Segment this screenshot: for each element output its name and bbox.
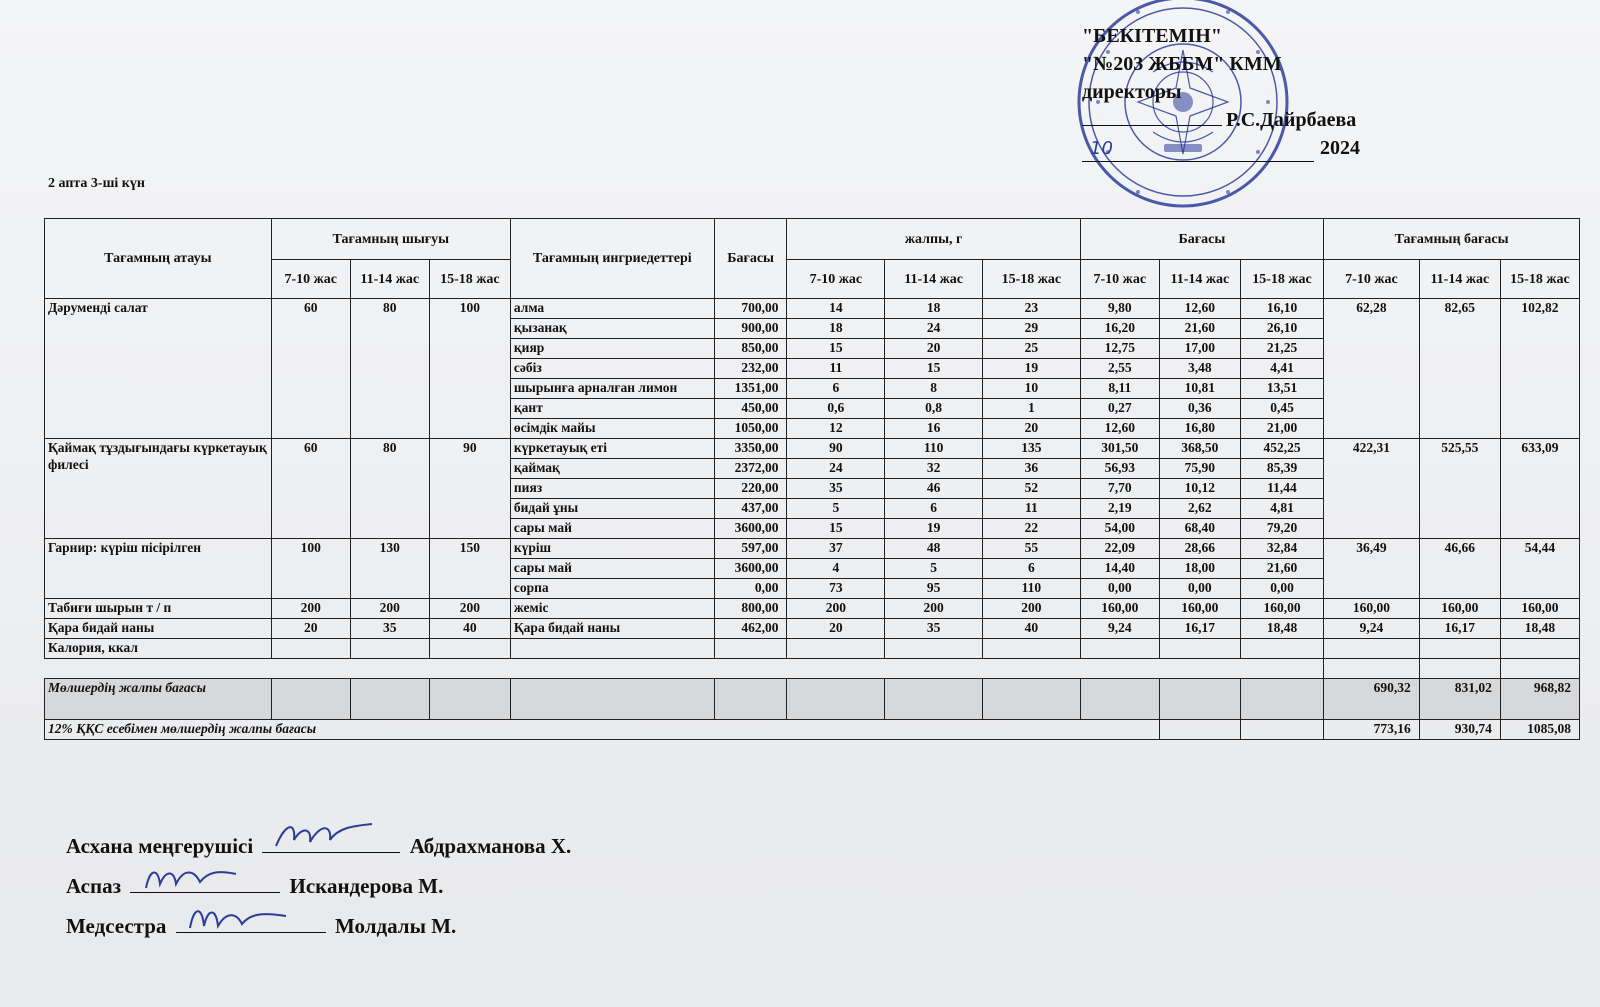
dish-total-cost: 160,00 [1419, 599, 1500, 619]
dish-name: Дәруменді салат [45, 299, 272, 439]
ingredient-price: 2372,00 [714, 459, 787, 479]
dish-yield: 200 [350, 599, 429, 619]
ingredient-grams: 19 [885, 519, 983, 539]
ingredient-cost: 0,00 [1240, 579, 1323, 599]
header-dish-yield: Тағамның шығуы [271, 219, 510, 260]
ingredient-cost: 8,11 [1080, 379, 1159, 399]
ingredient-cost: 18,48 [1240, 619, 1323, 639]
dish-yield: 200 [429, 599, 510, 619]
ingredient-grams: 11 [982, 499, 1080, 519]
dish-yield: 40 [429, 619, 510, 639]
ingredient-name: сәбіз [510, 359, 714, 379]
ingredient-price: 437,00 [714, 499, 787, 519]
ingredient-cost: 56,93 [1080, 459, 1159, 479]
ingredient-cost: 0,36 [1159, 399, 1240, 419]
ingredient-grams: 0,6 [787, 399, 885, 419]
ingredient-name: күріш [510, 539, 714, 559]
vat-value: 1085,08 [1500, 720, 1579, 740]
signature-role: Асхана меңгерушісі [66, 834, 254, 858]
ingredient-cost: 18,00 [1159, 559, 1240, 579]
dish-yield: 80 [350, 439, 429, 539]
vat-label: 12% ҚҚС есебімен мөлшердің жалпы бағасы [45, 720, 1160, 740]
ingredient-name: шырынға арналған лимон [510, 379, 714, 399]
total-value: 831,02 [1419, 679, 1500, 720]
header-cost: Бағасы [1080, 219, 1323, 260]
ingredient-grams: 15 [885, 359, 983, 379]
ingredient-cost: 54,00 [1080, 519, 1159, 539]
ingredient-cost: 85,39 [1240, 459, 1323, 479]
ingredient-price: 3600,00 [714, 519, 787, 539]
dish-yield: 90 [429, 439, 510, 539]
ingredient-grams: 12 [787, 419, 885, 439]
dish-name: Қара бидай наны [45, 619, 272, 639]
ingredient-name: сорпа [510, 579, 714, 599]
ingredient-cost: 2,62 [1159, 499, 1240, 519]
ingredient-name: қызанақ [510, 319, 714, 339]
ingredient-price: 3350,00 [714, 439, 787, 459]
ingredient-cost: 7,70 [1080, 479, 1159, 499]
header-age: 7-10 жас [1324, 260, 1420, 299]
ingredient-grams: 5 [885, 559, 983, 579]
ingredient-cost: 0,45 [1240, 399, 1323, 419]
calories-label: Калория, ккал [45, 639, 272, 659]
approval-school: "№203 ЖББМ" КММ [1082, 53, 1282, 75]
ingredient-grams: 200 [885, 599, 983, 619]
dish-name: Гарнир: күріш пісірілген [45, 539, 272, 599]
signatures-block [66, 826, 571, 946]
ingredient-grams: 46 [885, 479, 983, 499]
ingredient-cost: 21,60 [1159, 319, 1240, 339]
vat-value: 773,16 [1324, 720, 1420, 740]
ingredient-cost: 0,27 [1080, 399, 1159, 419]
vat-value: 930,74 [1419, 720, 1500, 740]
ingredient-grams: 135 [982, 439, 1080, 459]
menu-table [44, 218, 1580, 740]
ingredient-cost: 21,25 [1240, 339, 1323, 359]
ingredient-cost: 16,10 [1240, 299, 1323, 319]
dish-total-cost: 18,48 [1500, 619, 1579, 639]
ingredient-cost: 12,60 [1159, 299, 1240, 319]
ingredient-grams: 73 [787, 579, 885, 599]
ingredient-grams: 35 [787, 479, 885, 499]
ingredient-grams: 11 [787, 359, 885, 379]
approval-day: 10 [1090, 138, 1113, 159]
table-row [45, 539, 1580, 559]
ingredient-grams: 1 [982, 399, 1080, 419]
header-age: 11-14 жас [885, 260, 983, 299]
ingredient-grams: 20 [787, 619, 885, 639]
ingredient-cost: 26,10 [1240, 319, 1323, 339]
ingredient-cost: 2,19 [1080, 499, 1159, 519]
approval-signer: Р.С.Дайрбаева [1226, 109, 1357, 131]
calories-row [45, 639, 1580, 659]
dish-total-cost: 9,24 [1324, 619, 1420, 639]
ingredient-cost: 79,20 [1240, 519, 1323, 539]
dish-total-cost: 160,00 [1500, 599, 1579, 619]
header-age: 15-18 жас [1500, 260, 1579, 299]
ingredient-name: қаймақ [510, 459, 714, 479]
table-row [45, 299, 1580, 319]
ingredient-price: 220,00 [714, 479, 787, 499]
ingredient-grams: 55 [982, 539, 1080, 559]
ingredient-cost: 68,40 [1159, 519, 1240, 539]
dish-name: Табиғи шырын т / п [45, 599, 272, 619]
ingredient-name: қант [510, 399, 714, 419]
ingredient-grams: 6 [787, 379, 885, 399]
ingredient-cost: 21,00 [1240, 419, 1323, 439]
total-value: 968,82 [1500, 679, 1579, 720]
ingredient-cost: 16,17 [1159, 619, 1240, 639]
ingredient-grams: 40 [982, 619, 1080, 639]
dish-total-cost: 160,00 [1324, 599, 1420, 619]
approval-position: директоры [1082, 81, 1182, 103]
ingredient-price: 700,00 [714, 299, 787, 319]
ingredient-grams: 16 [885, 419, 983, 439]
ingredient-cost: 0,00 [1159, 579, 1240, 599]
dish-total-cost: 46,66 [1419, 539, 1500, 599]
header-age: 15-18 жас [982, 260, 1080, 299]
dish-yield: 35 [350, 619, 429, 639]
handwritten-signature-icon [140, 862, 250, 892]
signature-name: Абдрахманова Х. [409, 834, 572, 858]
vat-row [45, 720, 1580, 740]
ingredient-name: бидай ұны [510, 499, 714, 519]
ingredient-grams: 35 [885, 619, 983, 639]
week-day-label: 2 апта 3-ші күн [48, 176, 145, 191]
signature-role: Медсестра [66, 914, 167, 938]
ingredient-cost: 4,41 [1240, 359, 1323, 379]
ingredient-cost: 17,00 [1159, 339, 1240, 359]
dish-total-cost: 633,09 [1500, 439, 1579, 539]
header-age: 11-14 жас [1419, 260, 1500, 299]
ingredient-grams: 110 [885, 439, 983, 459]
signature-name: Искандерова М. [289, 874, 444, 898]
table-header [45, 219, 1580, 299]
header-total-g: жалпы, г [787, 219, 1080, 260]
ingredient-grams: 24 [885, 319, 983, 339]
dish-total-cost: 525,55 [1419, 439, 1500, 539]
ingredient-name: Қара бидай наны [510, 619, 714, 639]
approval-signer-row [1082, 106, 1402, 134]
ingredient-grams: 90 [787, 439, 885, 459]
approval-date-line [1082, 138, 1314, 162]
signature-role: Аспаз [66, 874, 122, 898]
ingredient-price: 3600,00 [714, 559, 787, 579]
ingredient-cost: 9,80 [1080, 299, 1159, 319]
ingredient-grams: 8 [885, 379, 983, 399]
ingredient-name: алма [510, 299, 714, 319]
ingredient-cost: 21,60 [1240, 559, 1323, 579]
ingredient-cost: 368,50 [1159, 439, 1240, 459]
header-age: 11-14 жас [350, 260, 429, 299]
dish-total-cost: 62,28 [1324, 299, 1420, 439]
ingredient-name: жеміс [510, 599, 714, 619]
header-ingredients: Тағамның ингриедеттері [510, 219, 714, 299]
handwritten-signature-icon [186, 902, 296, 932]
header-price: Бағасы [714, 219, 787, 299]
ingredient-grams: 19 [982, 359, 1080, 379]
ingredient-cost: 10,81 [1159, 379, 1240, 399]
dish-total-cost: 36,49 [1324, 539, 1420, 599]
ingredient-grams: 110 [982, 579, 1080, 599]
ingredient-grams: 15 [787, 519, 885, 539]
header-age: 15-18 жас [1240, 260, 1323, 299]
ingredient-price: 232,00 [714, 359, 787, 379]
dish-yield: 130 [350, 539, 429, 599]
table-body [45, 299, 1580, 740]
ingredient-grams: 200 [787, 599, 885, 619]
ingredient-name: қияр [510, 339, 714, 359]
ingredient-cost: 160,00 [1159, 599, 1240, 619]
ingredient-price: 597,00 [714, 539, 787, 559]
dish-yield: 100 [429, 299, 510, 439]
ingredient-cost: 10,12 [1159, 479, 1240, 499]
header-age: 15-18 жас [429, 260, 510, 299]
ingredient-cost: 22,09 [1080, 539, 1159, 559]
ingredient-grams: 4 [787, 559, 885, 579]
ingredient-grams: 15 [787, 339, 885, 359]
ingredient-grams: 25 [982, 339, 1080, 359]
dish-total-cost: 102,82 [1500, 299, 1579, 439]
dish-yield: 60 [271, 299, 350, 439]
dish-yield: 200 [271, 599, 350, 619]
header-dish-cost: Тағамның бағасы [1324, 219, 1580, 260]
ingredient-grams: 18 [787, 319, 885, 339]
handwritten-signature-icon [272, 818, 382, 852]
ingredient-grams: 0,8 [885, 399, 983, 419]
ingredient-grams: 52 [982, 479, 1080, 499]
dish-name: Қаймақ тұздығындағы күркетауық филесі [45, 439, 272, 539]
ingredient-cost: 4,81 [1240, 499, 1323, 519]
ingredient-cost: 2,55 [1080, 359, 1159, 379]
signature-line [130, 870, 280, 893]
ingredient-grams: 36 [982, 459, 1080, 479]
ingredient-name: күркетауық еті [510, 439, 714, 459]
table-row [45, 439, 1580, 459]
ingredient-grams: 24 [787, 459, 885, 479]
ingredient-grams: 23 [982, 299, 1080, 319]
signature-name: Молдалы М. [334, 914, 457, 938]
ingredient-cost: 0,00 [1080, 579, 1159, 599]
header-age: 11-14 жас [1159, 260, 1240, 299]
ingredient-cost: 9,24 [1080, 619, 1159, 639]
ingredient-price: 0,00 [714, 579, 787, 599]
ingredient-cost: 452,25 [1240, 439, 1323, 459]
approval-date-row [1082, 134, 1402, 162]
signature-line [176, 910, 326, 933]
ingredient-grams: 6 [982, 559, 1080, 579]
ingredient-cost: 301,50 [1080, 439, 1159, 459]
ingredient-grams: 5 [787, 499, 885, 519]
ingredient-price: 850,00 [714, 339, 787, 359]
approval-year: 2024 [1320, 137, 1360, 159]
approval-title: "БЕКІТЕМІН" [1082, 25, 1222, 47]
ingredient-cost: 11,44 [1240, 479, 1323, 499]
ingredient-grams: 18 [885, 299, 983, 319]
header-dish-name: Тағамның атауы [45, 219, 272, 299]
ingredient-grams: 37 [787, 539, 885, 559]
table-row [45, 599, 1580, 619]
ingredient-grams: 48 [885, 539, 983, 559]
ingredient-grams: 32 [885, 459, 983, 479]
ingredient-price: 800,00 [714, 599, 787, 619]
ingredient-grams: 22 [982, 519, 1080, 539]
ingredient-cost: 14,40 [1080, 559, 1159, 579]
ingredient-price: 900,00 [714, 319, 787, 339]
table-row [45, 619, 1580, 639]
signature-row [66, 906, 571, 946]
ingredient-cost: 12,60 [1080, 419, 1159, 439]
ingredient-price: 1351,00 [714, 379, 787, 399]
approval-block [1082, 22, 1402, 162]
ingredient-cost: 28,66 [1159, 539, 1240, 559]
signature-line [262, 830, 400, 853]
ingredient-cost: 75,90 [1159, 459, 1240, 479]
ingredient-cost: 160,00 [1080, 599, 1159, 619]
ingredient-name: сары май [510, 519, 714, 539]
ingredient-grams: 29 [982, 319, 1080, 339]
approval-signature-line [1082, 125, 1222, 126]
ingredient-price: 1050,00 [714, 419, 787, 439]
ingredient-cost: 3,48 [1159, 359, 1240, 379]
ingredient-grams: 6 [885, 499, 983, 519]
ingredient-grams: 20 [982, 419, 1080, 439]
ingredient-cost: 160,00 [1240, 599, 1323, 619]
ingredient-price: 462,00 [714, 619, 787, 639]
total-row [45, 679, 1580, 720]
ingredient-grams: 10 [982, 379, 1080, 399]
ingredient-grams: 200 [982, 599, 1080, 619]
dish-total-cost: 422,31 [1324, 439, 1420, 539]
ingredient-price: 450,00 [714, 399, 787, 419]
ingredient-grams: 20 [885, 339, 983, 359]
ingredient-grams: 14 [787, 299, 885, 319]
dish-yield: 150 [429, 539, 510, 599]
ingredient-cost: 12,75 [1080, 339, 1159, 359]
dish-yield: 80 [350, 299, 429, 439]
ingredient-cost: 32,84 [1240, 539, 1323, 559]
ingredient-grams: 95 [885, 579, 983, 599]
header-age: 7-10 жас [787, 260, 885, 299]
header-age: 7-10 жас [1080, 260, 1159, 299]
total-label: Мөлшердің жалпы бағасы [45, 679, 272, 720]
signature-row [66, 866, 571, 906]
ingredient-cost: 13,51 [1240, 379, 1323, 399]
ingredient-name: өсімдік майы [510, 419, 714, 439]
ingredient-cost: 16,80 [1159, 419, 1240, 439]
dish-yield: 100 [271, 539, 350, 599]
dish-yield: 60 [271, 439, 350, 539]
ingredient-name: пияз [510, 479, 714, 499]
signature-row [66, 826, 571, 866]
dish-yield: 20 [271, 619, 350, 639]
ingredient-cost: 16,20 [1080, 319, 1159, 339]
header-age: 7-10 жас [271, 260, 350, 299]
dish-total-cost: 16,17 [1419, 619, 1500, 639]
total-value: 690,32 [1324, 679, 1420, 720]
spacer-row [45, 659, 1580, 679]
ingredient-name: сары май [510, 559, 714, 579]
dish-total-cost: 82,65 [1419, 299, 1500, 439]
dish-total-cost: 54,44 [1500, 539, 1579, 599]
